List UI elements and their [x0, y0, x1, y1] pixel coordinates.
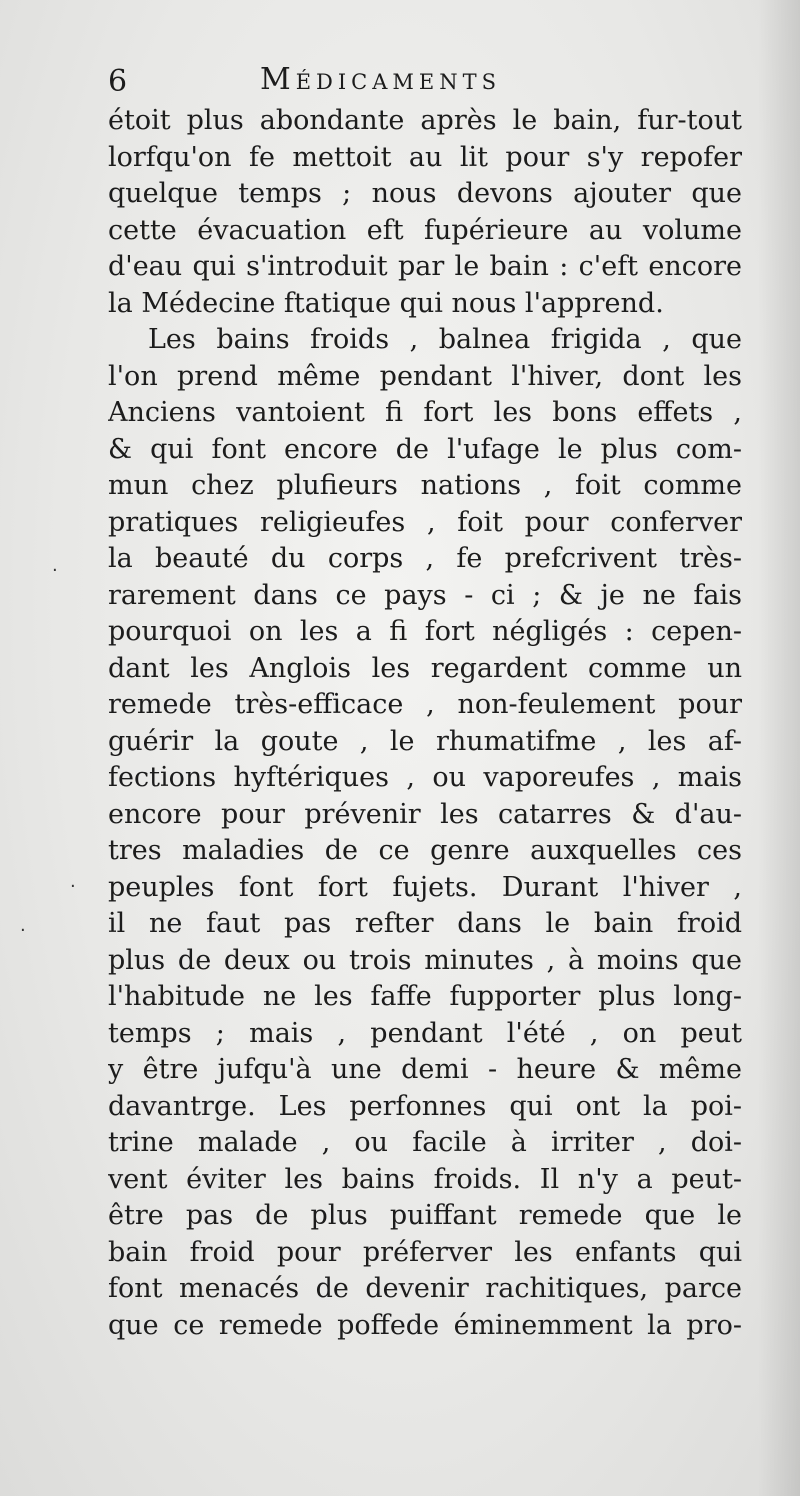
text-line: davantrge. Les perfonnes qui ont la poi-	[108, 1090, 742, 1122]
page-number: 6	[108, 64, 128, 99]
text-line: pratiques religieufes , foit pour conferver	[108, 506, 742, 538]
margin-speck: ·	[52, 560, 58, 581]
text-line: encore pour prévenir les catarres & d'au-	[108, 798, 742, 830]
text-line: dant les Anglois les regardent comme un	[108, 652, 742, 684]
text-line: trine malade , ou facile à irriter , doi-	[108, 1127, 742, 1158]
text-line: l'habitude ne les faffe fupporter plus long-	[108, 981, 742, 1012]
text-line: Anciens vantoient fi fort les bons effets ,	[108, 397, 742, 428]
paragraph-first-line: Les bains froids , balnea frigida , que	[148, 324, 742, 355]
text-line: y être jufqu'à une demi - heure & même	[108, 1054, 742, 1085]
text-line: cette évacuation eft fupérieure au volume	[108, 214, 742, 246]
text-line: peuples font fort fujets. Durant l'hiver ,	[108, 871, 742, 903]
text-line: d'eau qui s'introduit par le bain : c'eft encore	[108, 251, 742, 282]
text-line: guérir la goute , le rhumatifme , les af-	[108, 725, 742, 757]
text-line: tres maladies de ce genre auxquelles ces	[108, 835, 742, 866]
text-line: la beauté du corps , fe prefcrivent très-	[108, 543, 742, 574]
page-header	[108, 60, 748, 104]
text-line: l'on prend même pendant l'hiver, dont les	[108, 360, 742, 392]
text-line: plus de deux ou trois minutes , à moins que	[108, 944, 742, 976]
text-line: vent éviter les bains froids. Il n'y a peut-	[108, 1163, 742, 1195]
text-line: font menacés de devenir rachitiques, parce	[108, 1273, 742, 1304]
text-line: mun chez plufieurs nations , foit comme	[108, 470, 742, 501]
text-line: étoit plus abondante après le bain, fur-tout	[108, 105, 742, 136]
text-line: bain froid pour préferver les enfants qui	[108, 1236, 742, 1268]
text-line: & qui font encore de l'ufage le plus com-	[108, 433, 742, 465]
margin-speck: ·	[70, 876, 76, 897]
text-line: la Médecine ftatique qui nous l'apprend.	[108, 287, 664, 319]
body-text	[108, 103, 742, 1344]
text-line: quelque temps ; nous devons ajouter que	[108, 178, 742, 209]
page-edge-shadow	[758, 0, 800, 1496]
text-line: il ne faut pas refter dans le bain froid	[108, 908, 742, 939]
text-line: lorfqu'on fe mettoit au lit pour s'y repofer	[108, 141, 742, 173]
running-head: Médicaments	[260, 62, 502, 97]
text-line: remede très-efficace , non-feulement pour	[108, 689, 742, 720]
text-line: temps ; mais , pendant l'été , on peut	[108, 1017, 742, 1049]
text-line: être pas de plus puiffant remede que le	[108, 1200, 742, 1231]
text-line: rarement dans ce pays - ci ; & je ne fais	[108, 579, 742, 611]
text-line: pourquoi on les a fi fort négligés : cepen-	[108, 616, 742, 647]
margin-speck: ·	[20, 920, 26, 941]
text-line: fections hyftériques , ou vaporeufes , mais	[108, 762, 742, 793]
text-line: que ce remede poffede éminemment la pro-	[108, 1309, 742, 1341]
